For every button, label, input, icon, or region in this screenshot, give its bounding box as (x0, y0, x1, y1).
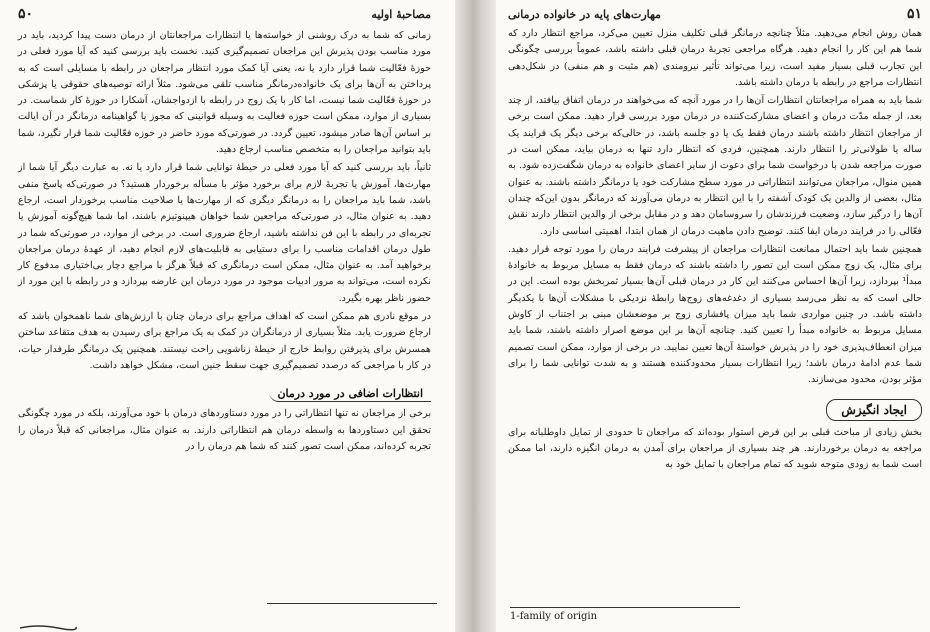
right-body-continued (508, 425, 922, 474)
paragraph: برخی از مراجعان نه تنها انتظاراتی را در مورد دستاوردهای درمان با خود می‌آورند، بلکه در مورد چگونگی تحقق این دستاوردها به واسطه درمان هم انتظاراتی دارند. به عنوان مثال، مراجعانی که قبلاً درمان را تجربه کرده‌اند، ممکن است تصور کنند که شما هم درمان را در (18, 408, 431, 452)
paragraph: همان روش انجام می‌دهید. مثلاً چنانچه درمانگر قبلی تکلیف منزل تعیین می‌کرد، مراجع انتظار دارد که شما هم این کار را انجام دهید. هرگاه مراجعی تجربهٔ درمان قبلی داشته باشد، عموماً بررسی چگونگی این تجارب قبلی بسیار مفید است، زیرا می‌تواند تأثیر نیرومندی (هم مثبت و هم منفی) در شکل‌دهی انتظارات مراجع در رابطه با درمان داشته باشد. (508, 28, 922, 88)
footnote-divider (267, 603, 437, 604)
paragraph: شما باید به همراه مراجعانتان انتظارات آن‌ها را در مورد آنچه که می‌خواهند در درمان اتفاق بیافتد، از چند بعد، از جمله مدّت درمان و اعضای مشارکت‌کننده در درمان مورد بررسی قرار دهید. ممکن است برخی از مراجعان انتظار داشته باشند درمان فقط یک یا دو جلسه باشد، در حالی‌که برخی دیگر یک فرایند یک ساله یا طولانی‌تر را انتظار دارند. همچنین، فردی که انتظار دارد تنها به درمان بیاید، ممکن است در صورت مراجعه شدن با درخواست شما برای دعوت از سایر اعضای خانواده به درمان شگفت‌زده شود. به همین منوال، مراجعان می‌توانند انتظاراتی در مورد سطح مشارکت خود یا درمانگر داشته باشند. به عنوان مثال، بعضی از والدین یک کودک آشفته را با این انتظار به درمان می‌آورند که درمانگر بدون این‌که چندان آن‌ها را درگیر سازد، وضعیت فرزندشان را سروسامان دهد و در مقابل برخی از والدین انتظار دارند نقش فعّالی را در فرایند درمان ایفا کنند. توضیح دادن ماهیت درمان از همان ابتدا، اهمیتی اساسی دارد. (508, 95, 922, 237)
paragraph: همچنین شما باید احتمال ممانعت انتظارات مراجعان از پیشرفت فرایند درمان را مورد توجه قرار دهید. برای مثال، یک زوج ممکن است این تصور را داشته باشند که درمان فقط به مسایل مربوط به خانوادهٔ مبدأ¹ بپردازد، زیرا آن‌ها احساس می‌کنند این کار در درمان قبلی آن‌ها بسیار ثمربخش بوده است. این در حالی است که به نظر می‌رسد بسیاری از دغدغه‌های زوج‌ها رابطهٔ نزدیکی با مشکلات آن‌ها با یکدیگر داشته باشد. در چنین مواردی شما باید میزان پافشاری زوج بر موضعشان مبنی بر اجتناب از کاوش مسایل مربوط به خانواده مبدأ را تعیین کنید. چنانچه آن‌ها بر این موضع اصرار داشته باشند، شما باید میزان انعطاف‌پذیری خود را در پذیرش خواستهٔ آن‌ها تعیین نمایید. در برخی از موارد، ممکن است تصمیم شما عدم ادامهٔ درمان باشد؛ زیرا انتظارات بسیار محدودکننده هستند و به شدت توانایی شما را برای مؤثر بودن، محدود می‌سازند. (508, 243, 922, 386)
left-body-continued (18, 406, 431, 455)
paragraph: زمانی که شما به درک روشنی از خواسته‌ها یا انتظارات مراجعانتان از درمان دست پیدا کردید، باید در مورد مناسب بودن پذیرش این مراجعان تصمیم‌گیری کنید. نخست باید بررسی کنید که آیا مورد فعلی در حوزهٔ فعّالیت شما قرار دارد یا نه، یعنی آیا کمک مورد انتظار مراجعان در رابطه با مسایلی است که به پرداختن به آن‌ها برای یک خانواده‌درمانگر مناسب تلقی می‌شود. مثلاً ارائه توصیه‌های حقوقی یا پزشکی در حوزهٔ فعّالیت شما نیست، اما کار با یک زوج در رابطه با ازدواجشان، آشکارا در حوزهٔ کار شماست. در بسیاری از موارد، ممکن است حوزه فعالیت به وسیله قوانینی که مجوز یا گواهینامه درمانگر در آن ایالت بر اساس آن‌ها صادر میشود، تعیین گردد. در صورتی‌که مورد حاضر در حوزه فعّالیت شما قرار نگیرد، شما باید بتوانید مراجعان را به متخصص مناسب ارجاع دهید. (18, 30, 431, 156)
page-number: ۵۰ (18, 6, 34, 22)
section-heading (18, 382, 431, 402)
left-page-header (18, 6, 431, 22)
running-title: مصاحبهٔ اولیه (371, 8, 431, 21)
handwritten-mark (18, 622, 78, 632)
section-title: ایجاد انگیزش (826, 399, 922, 421)
right-page (496, 0, 930, 632)
left-page (0, 0, 455, 632)
section-heading (508, 399, 922, 421)
section-title: انتظارات اضافی در مورد درمان (269, 386, 431, 402)
paragraph: بخش زیادی از مباحث قبلی بر این فرض استوار بوده‌اند که مراجعان تا حدودی از تمایل داوطلبانه برای مراجعه به درمان برخوردارند. هر چند بسیاری از مراجعان برای آمدن به درمان انگیزه دارند، اما ممکن است شما به زودی متوجه شوید که تمام مراجعان با تمایل خود به (508, 426, 922, 471)
book-gutter (455, 0, 496, 632)
paragraph: ثانیاً، باید بررسی کنید که آیا مورد فعلی در حیطهٔ توانایی شما قرار دارد یا نه. به عبارت دیگر آیا شما از مهارت‌ها، آموزش یا تجربهٔ لازم برای برخورد مؤثر با مسأله برخوردار هستید؟ در صورتی‌که پاسخ منفی باشد، شما باید مراجعان را به درمانگر دیگری که از مهارت‌ها یا صلاحیت مناسب برخوردار است، ارجاع دهید. به عنوان مثال، در صورتی‌که مراجعین شما خواهان هیپنوتیزم باشند، اما شما هیچ‌گونه آموزش یا تجربه‌ای در رابطه با این فن نداشته باشید، ارجاع ضروری است. در برخی از موارد، در صورتی‌که شما در طول درمان اقدامات مناسب را برای دستیابی به قابلیت‌های لازم انجام دهید، از عهدهٔ درمان مراجعان برخواهید آمد. به عنوان مثال، ممکن است درمانگری که قبلاً هرگز با مراجع دچار بی‌اختیاری مدفوع کار نکرده است، می‌تواند به مرور ادبیات موجود در مورد درمان این عارضه بپردازد و در رابطه با این مورد از حضور ناظر بهره بگیرد. (18, 162, 431, 304)
paragraph: در موقع نادری هم ممکن است که اهداف مراجع برای درمان چنان با ارزش‌های شما ناهمخوان باشد که ارجاع ضرورت یابد. مثلاً بسیاری از درمانگران در کمک به یک مراجع برای رسیدن به هدف متقاعد ساختن همسرش برای پذیرفتن روابط خارج از حیطهٔ زناشویی راحت نیستند. همچنین یک درمانگر طرفدار حیات، در کار با مراجعی که درصدد تصمیم‌گیری جهت سقط جنین است، مشکل خواهد داشت. (18, 311, 431, 371)
footnote-divider (510, 607, 740, 608)
footnote: 1-family of origin (510, 611, 598, 622)
right-body (508, 26, 922, 389)
right-page-header (508, 6, 922, 22)
running-title: مهارت‌های پایه در خانواده درمانی (508, 8, 661, 21)
left-body (18, 28, 431, 374)
page-number: ۵۱ (906, 6, 922, 22)
